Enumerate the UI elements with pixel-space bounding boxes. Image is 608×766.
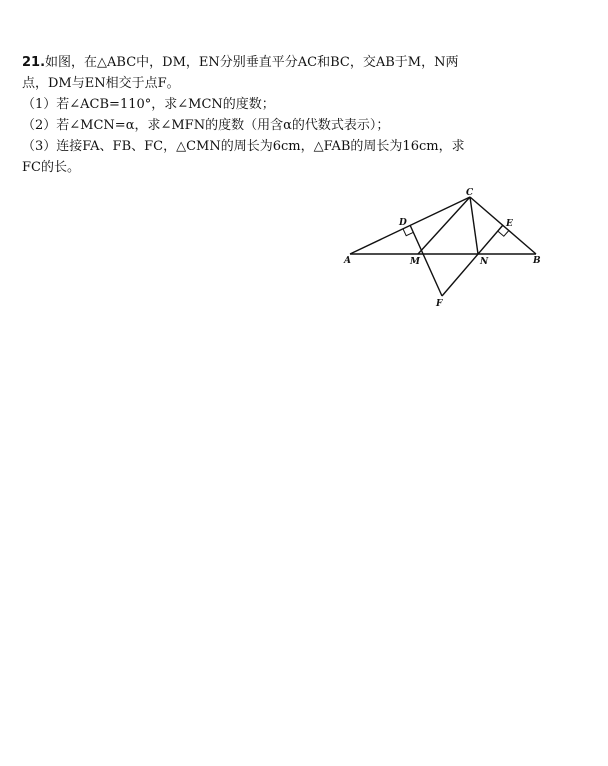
geometry-diagram xyxy=(330,182,560,317)
question-number: 21. xyxy=(22,55,46,70)
problem-line-2: 点，DM与EN相交于点F。 xyxy=(22,76,180,91)
geometry-figure xyxy=(330,182,560,317)
label-E: E xyxy=(506,219,513,229)
label-C: C xyxy=(466,188,474,198)
problem-statement-part-1: 如图，在△ABC中，DM，EN分别垂直平分AC和BC，交AB于M，N两 xyxy=(45,55,459,70)
segment-CN xyxy=(470,197,478,254)
label-A: A xyxy=(344,256,351,266)
problem-line-1 xyxy=(22,52,582,73)
segment-CM xyxy=(418,197,470,254)
sub-question-3: （3）连接FA、FB、FC，△CMN的周长为6cm，△FAB的周长为16cm，求 xyxy=(22,139,465,154)
label-N: N xyxy=(480,257,489,267)
label-F: F xyxy=(436,299,443,309)
label-M: M xyxy=(410,257,420,267)
sub-question-3-continued: FC的长。 xyxy=(22,160,80,175)
sub-question-2: （2）若∠MCN=α，求∠MFN的度数（用含α的代数式表示）； xyxy=(22,118,390,133)
sub-question-1: （1）若∠ACB=110°，求∠MCN的度数； xyxy=(22,97,275,112)
label-D: D xyxy=(399,218,407,228)
label-B: B xyxy=(533,256,541,266)
problem-text xyxy=(22,52,582,178)
right-angle-mark-E xyxy=(498,230,509,236)
segment-EF xyxy=(442,225,503,296)
